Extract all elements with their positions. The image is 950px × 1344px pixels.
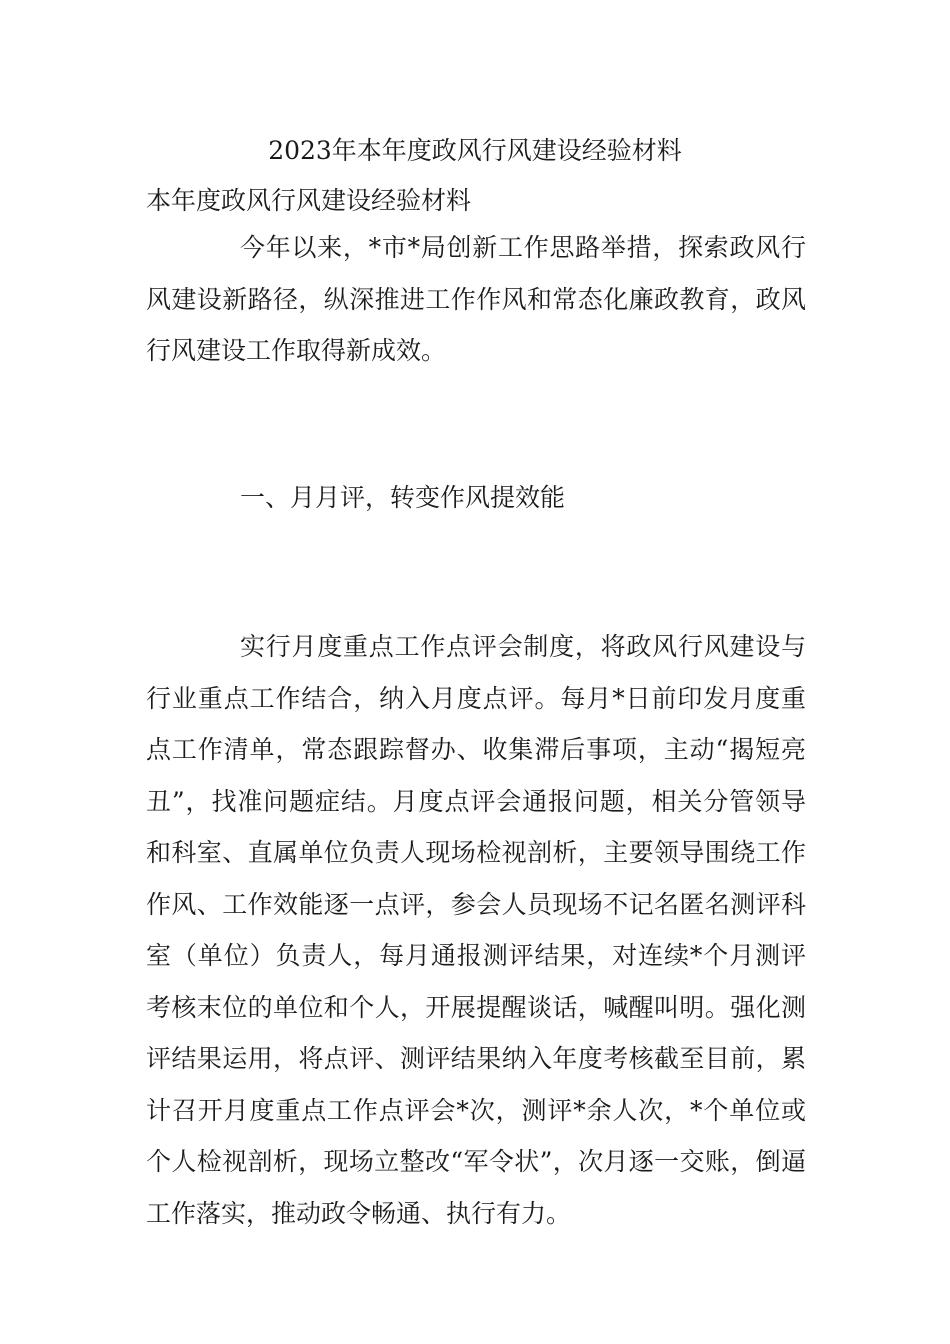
intro-paragraph: 今年以来，*市*局创新工作思路举措，探索政风行风建设新路径，纵深推进工作作风和常态化廉政教育，政风行风建设工作取得新成效。: [146, 233, 806, 365]
section-1-body: 实行月度重点工作点评会制度，将政风行风建设与行业重点工作结合，纳入月度点评。每月*日前印发月度重点工作清单，常态跟踪督办、收集滞后事项，主动“揭短亮丑”，找准问题症结。月度点评会通报问题，相关分管领导和科室、直属单位负责人现场检视剖析，主要领导围绕工作作风、工作效能逐一点评，参会人员现场不记名匿名测评科室（单位）负责人，每月通报测评结果，对连续*个月测评考核末位的单位和个人，开展提醒谈话，喊醒叫明。强化测评结果运用，将点评、测评结果纳入年度考核截至目前，累计召开月度重点工作点评会*次，测评*余人次，*个单位或个人检视剖析，现场立整改“军令状”，次月逐一交账，倒逼工作落实，推动政令畅通、执行有力。: [146, 632, 806, 1228]
document-subtitle: 本年度政风行风建设经验材料: [146, 186, 472, 215]
section-1-heading: 一、月月评，转变作风提效能: [240, 483, 566, 512]
document-title: 2023年本年度政风行风建设经验材料: [268, 136, 682, 165]
